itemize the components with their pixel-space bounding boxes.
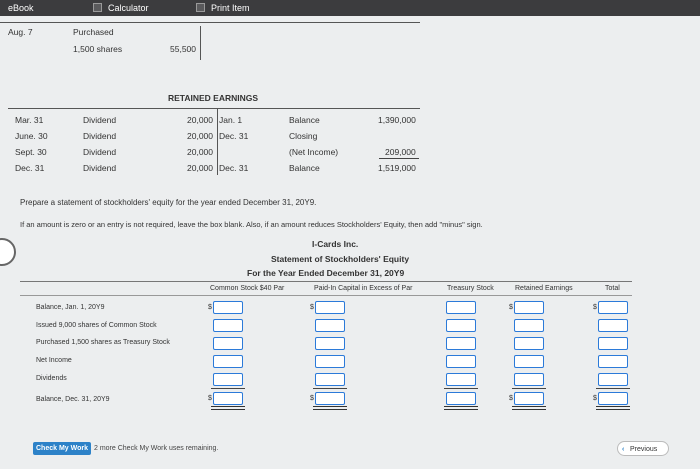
- row-label-dividends: Dividends: [36, 375, 67, 382]
- re-credit-amount: 1,390,000: [378, 115, 416, 125]
- total-double-underline: [313, 406, 347, 410]
- retained-earnings-line: [8, 108, 420, 109]
- paid-in-capital-issued-input[interactable]: [315, 319, 345, 332]
- row-label-net-income: Net Income: [36, 357, 72, 364]
- column-retained-earnings: Retained Earnings: [515, 285, 573, 292]
- currency-sign: $: [509, 395, 513, 402]
- re-credit-amount: 1,519,000: [378, 163, 416, 173]
- total-double-underline: [512, 406, 546, 410]
- calculator-icon[interactable]: [93, 3, 102, 12]
- paid-in-capital-dividends-input[interactable]: [315, 373, 345, 386]
- common-stock-dividends-input[interactable]: [213, 373, 243, 386]
- column-common-stock: Common Stock $40 Par: [210, 285, 285, 292]
- instruction-blank: If an amount is zero or an entry is not required, leave the box blank. Also, if an amount reduces Stockholders' Equity, then add "minus" sign.: [20, 220, 483, 229]
- total-double-underline: [211, 406, 245, 410]
- ledger-top-line: [0, 22, 420, 23]
- subtotal-underline: [313, 388, 347, 389]
- instruction-prepare: Prepare a statement of stockholders' equity for the year ended December 31, 20Y9.: [20, 198, 317, 207]
- chevron-left-icon: ‹: [622, 446, 625, 453]
- retained-earnings-dividends-input[interactable]: [514, 373, 544, 386]
- purchase-desc-shares: 1,500 shares: [73, 44, 123, 54]
- re-credit-date: Dec. 31: [219, 163, 249, 173]
- total-balance-dec-input[interactable]: [598, 392, 628, 405]
- currency-sign: $: [310, 395, 314, 402]
- row-label-balance-dec: Balance, Dec. 31, 20Y9: [36, 396, 110, 403]
- currency-sign: $: [208, 395, 212, 402]
- re-debit-amount: 20,000: [187, 131, 213, 141]
- row-label-purchased: Purchased 1,500 shares as Treasury Stock: [36, 339, 170, 346]
- calculator-link[interactable]: Calculator: [108, 3, 149, 13]
- re-credit-amount: 209,000: [385, 147, 416, 157]
- treasury-stock-balance-dec-input[interactable]: [446, 392, 476, 405]
- retained-earnings-balance-dec-input[interactable]: [514, 392, 544, 405]
- statement-period: For the Year Ended December 31, 20Y9: [247, 268, 405, 278]
- subtotal-underline: [444, 388, 478, 389]
- re-credit-desc: Balance: [289, 163, 320, 173]
- column-rule: [20, 295, 632, 296]
- row-label-issued: Issued 9,000 shares of Common Stock: [36, 322, 157, 329]
- paid-in-capital-treasury-input[interactable]: [315, 337, 345, 350]
- re-debit-date: Mar. 31: [15, 115, 44, 125]
- purchase-date: Aug. 7: [8, 27, 33, 37]
- print-icon[interactable]: [196, 3, 205, 12]
- re-debit-amount: 20,000: [187, 147, 213, 157]
- column-paid-in-capital: Paid-In Capital in Excess of Par: [314, 285, 413, 292]
- treasury-stock-issued-input[interactable]: [446, 319, 476, 332]
- subtotal-underline: [512, 388, 546, 389]
- total-issued-input[interactable]: [598, 319, 628, 332]
- total-balance-jan-input[interactable]: [598, 301, 628, 314]
- net-income-underline: [379, 158, 419, 159]
- top-toolbar: [0, 0, 700, 16]
- re-credit-desc: Closing: [289, 131, 318, 141]
- treasury-stock-treasury-input[interactable]: [446, 337, 476, 350]
- re-debit-desc: Dividend: [83, 163, 117, 173]
- total-treasury-input[interactable]: [598, 337, 628, 350]
- column-total: Total: [605, 285, 620, 292]
- treasury-stock-dividends-input[interactable]: [446, 373, 476, 386]
- treasury-stock-net-income-input[interactable]: [446, 355, 476, 368]
- currency-sign: $: [509, 304, 513, 311]
- re-debit-amount: 20,000: [187, 163, 213, 173]
- re-debit-amount: 20,000: [187, 115, 213, 125]
- total-double-underline: [444, 406, 478, 410]
- common-stock-balance-dec-input[interactable]: [213, 392, 243, 405]
- retained-earnings-issued-input[interactable]: [514, 319, 544, 332]
- re-debit-desc: Dividend: [83, 147, 117, 157]
- paid-in-capital-balance-dec-input[interactable]: [315, 392, 345, 405]
- retained-earnings-divider: [217, 109, 218, 175]
- header-rule: [20, 281, 632, 282]
- currency-sign: $: [310, 304, 314, 311]
- re-debit-desc: Dividend: [83, 131, 117, 141]
- statement-title: Statement of Stockholders' Equity: [271, 254, 410, 264]
- re-credit-desc: Balance: [289, 115, 320, 125]
- retained-earnings-title: RETAINED EARNINGS: [168, 93, 259, 103]
- total-dividends-input[interactable]: [598, 373, 628, 386]
- treasury-stock-balance-jan-input[interactable]: [446, 301, 476, 314]
- paid-in-capital-net-income-input[interactable]: [315, 355, 345, 368]
- common-stock-net-income-input[interactable]: [213, 355, 243, 368]
- common-stock-issued-input[interactable]: [213, 319, 243, 332]
- total-double-underline: [596, 406, 630, 410]
- subtotal-underline: [596, 388, 630, 389]
- purchase-amount: 55,500: [170, 44, 196, 54]
- company-name: I-Cards Inc.: [312, 239, 359, 249]
- re-credit-date: Dec. 31: [219, 131, 249, 141]
- common-stock-balance-jan-input[interactable]: [213, 301, 243, 314]
- currency-sign: $: [593, 304, 597, 311]
- re-debit-date: Dec. 31: [15, 163, 45, 173]
- re-credit-date: Jan. 1: [219, 115, 243, 125]
- ledger-divider: [200, 26, 201, 60]
- currency-sign: $: [208, 304, 212, 311]
- purchase-desc: Purchased: [73, 27, 114, 37]
- check-my-work-button[interactable]: Check My Work: [33, 442, 91, 455]
- retained-earnings-treasury-input[interactable]: [514, 337, 544, 350]
- row-label-balance-jan: Balance, Jan. 1, 20Y9: [36, 304, 105, 311]
- total-net-income-input[interactable]: [598, 355, 628, 368]
- paid-in-capital-balance-jan-input[interactable]: [315, 301, 345, 314]
- previous-label: Previous: [630, 446, 658, 453]
- common-stock-treasury-input[interactable]: [213, 337, 243, 350]
- re-debit-date: June. 30: [15, 131, 48, 141]
- retained-earnings-net-income-input[interactable]: [514, 355, 544, 368]
- subtotal-underline: [211, 388, 245, 389]
- previous-button[interactable]: [617, 441, 669, 456]
- column-treasury-stock: Treasury Stock: [447, 285, 494, 292]
- print-item-link[interactable]: Print Item: [211, 3, 250, 13]
- re-credit-desc: (Net Income): [289, 147, 339, 157]
- re-debit-desc: Dividend: [83, 115, 117, 125]
- currency-sign: $: [593, 395, 597, 402]
- check-remaining-text: 2 more Check My Work uses remaining.: [94, 445, 219, 452]
- re-debit-date: Sept. 30: [15, 147, 47, 157]
- ebook-link[interactable]: eBook: [8, 3, 34, 13]
- retained-earnings-balance-jan-input[interactable]: [514, 301, 544, 314]
